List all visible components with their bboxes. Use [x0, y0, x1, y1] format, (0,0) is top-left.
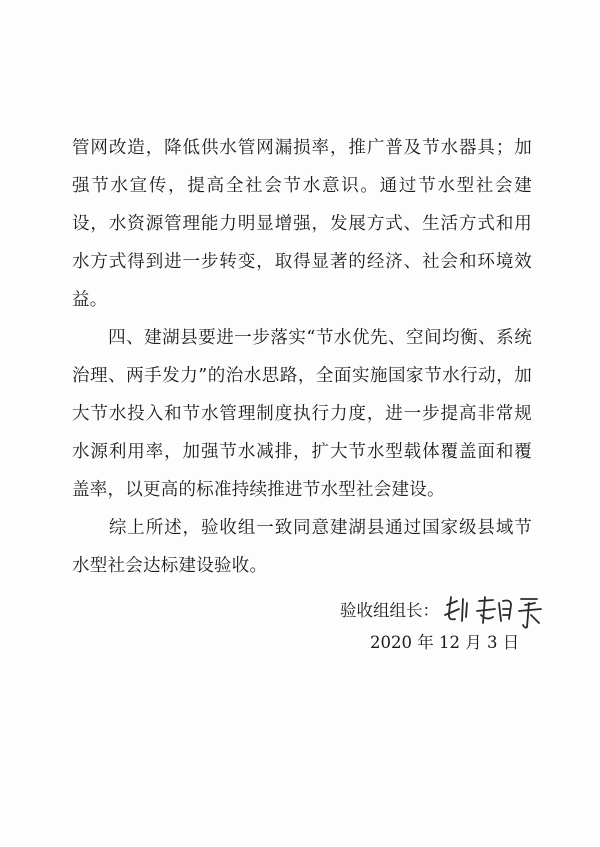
signer-label: 验收组组长： [340, 601, 439, 620]
date-line: 2020 年 12 月 3 日 [370, 633, 520, 652]
document-body [72, 129, 532, 585]
handwritten-signature [441, 591, 571, 631]
paragraph-3: 综上所述，验收组一致同意建湖县通过国家级县域节水型社会达标建设验收。 [72, 518, 532, 576]
paragraph-1: 管网改造，降低供水管网漏损率，推广普及节水器具；加强节水宣传，提高全社会节水意识。通过节水型社会建设，水资源管理能力明显增强，发展方式、生活方式和用水方式得到进一步转变，取得显著的经济、社会和环境效益。 [72, 138, 532, 310]
paragraph-2: 四、建湖县要进一步落实“节水优先、空间均衡、系统治理、两手发力”的治水思路，全面实施国家节水行动，加大节水投入和节水管理制度执行力度，进一步提高非常规水源利用率，加强节水减排，扩大节水型载体覆盖面和覆盖率，以更高的标准持续推进节水型社会建设。 [72, 328, 532, 500]
signer-block [340, 591, 571, 631]
